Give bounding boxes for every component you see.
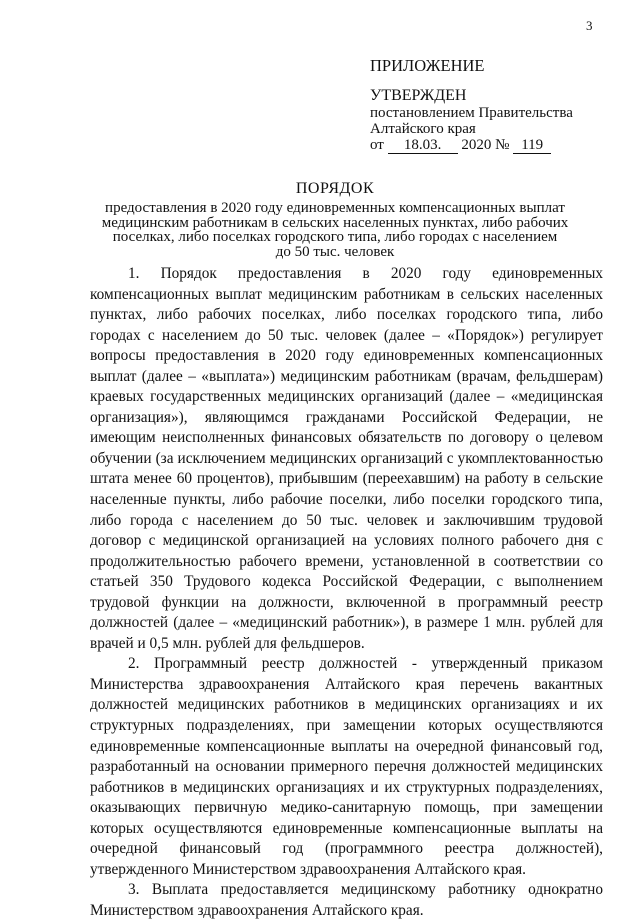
document-body xyxy=(90,264,603,922)
approved-label: УТВЕРЖДЕН xyxy=(370,87,467,104)
document-subtitle xyxy=(100,201,570,259)
approval-block xyxy=(370,58,620,154)
from-label: от xyxy=(370,137,384,153)
page-number: 3 xyxy=(586,18,593,33)
subtitle-line: поселках, либо поселках городского типа, либо городах с населением xyxy=(112,229,558,246)
appendix-heading: ПРИЛОЖЕНИЕ xyxy=(370,56,485,75)
decree-date-line xyxy=(370,137,620,154)
paragraph-1: 1. Порядок предоставления в 2020 году единовременных компенсационных выплат медицинским работникам в сельских населенных пунктах, либо рабочих поселках, либо поселках городского типа, либо городах с населением до 50 тыс. человек (далее – «Порядок») регулирует вопросы предоставления в 2020 году единовременных компенсационных выплат (далее – «выплата») медицинским работникам (врачам, фельдшерам) краевых государственных медицинских организаций (далее – «медицинская организация»), являющимся гражданами Российской Федерации, не имеющим неисполненных финансовых обязательств по договору о целевом обучении (за исключением медицинских организаций с укомплектованностью штата менее 60 процентов), прибывшим (переехавшим) на работу в сельские населенные пункты, либо рабочие поселки, либо поселки городского типа, либо города с населением до 50 тыс. человек и заключившим трудовой договор с медицинской организацией на условиях полного рабочего дня с продолжительностью рабочего времени, установленной в соответствии со статьей 350 Трудового кодекса Российской Федерации, с выполнением трудовой функции на должности, включенной в программный реестр должностей (далее – «медицинский работник»), в размере 1 млн. рублей для врачей и 0,5 млн. рублей для фельдшеров. xyxy=(90,265,603,652)
document-title: ПОРЯДОК xyxy=(295,180,375,197)
decree-line-1: постановлением Правительства xyxy=(370,105,573,121)
decree-line-2: Алтайского края xyxy=(370,121,476,137)
decree-year: 2020 xyxy=(461,137,492,153)
number-label: № xyxy=(495,137,510,153)
decree-number: 119 xyxy=(513,137,551,154)
decree-date: 18.03. xyxy=(388,137,458,154)
paragraph-2: 2. Программный реестр должностей - утвержденный приказом Министерства здравоохранения Алтайского края перечень вакантных должностей медицинских работников в медицинских организациях и их структурных подразделениях, при замещении которых осуществляются единовременные компенсационные выплаты на очередной финансовый год, разработанный на основании примерного перечня должностей медицинских работников в медицинских организациях и их структурных подразделениях, оказывающих первичную медико-санитарную помощь, при замещении которых осуществляются единовременные компенсационные выплаты на очередной финансовый год (программного реестра должностей), утвержденного Министерством здравоохранения Алтайского края. xyxy=(90,655,603,878)
subtitle-line: до 50 тыс. человек xyxy=(275,243,395,260)
subtitle-line: медицинским работникам в сельских населенных пунктах, либо рабочих xyxy=(101,214,569,231)
title-block xyxy=(100,180,570,259)
subtitle-line: предоставления в 2020 году единовременных компенсационных выплат xyxy=(105,200,565,216)
paragraph-3: 3. Выплата предоставляется медицинскому работнику однократно Министерством здравоохранения Алтайского края. xyxy=(90,881,603,919)
